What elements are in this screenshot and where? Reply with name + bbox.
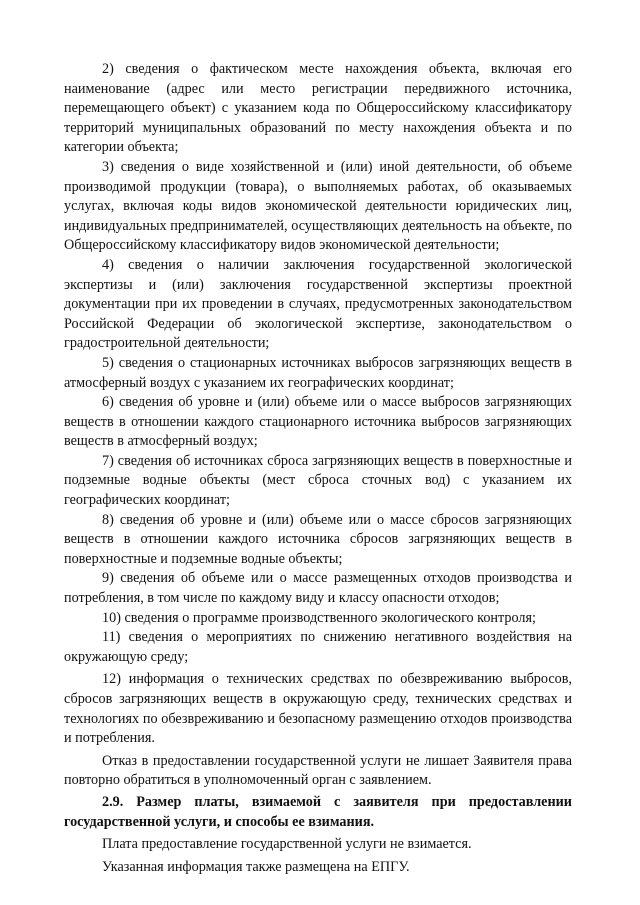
paragraph-item-6: 6) сведения об уровне и (или) объеме или о массе выбросов загрязняющих веществ в отношении каждого стационарного источника выбросов загрязняющих веществ в атмосферный воздух; (64, 394, 572, 450)
section-heading: 2.9. Размер платы, взимаемой с заявителя при предоставлении государственной услуги, и способы ее взимания. (64, 793, 572, 830)
paragraph-item-11: 11) сведения о мероприятиях по снижению негативного воздействия на окружающую среду; (64, 629, 572, 665)
paragraph-epgu: Указанная информация также размещена на ЕПГУ. (102, 858, 410, 875)
paragraph-item-8: 8) сведения об уровне и (или) объеме или о массе сбросов загрязняющих веществ в отношении каждого источника сбросов загрязняющих веществ в поверхностные и подземные водные объекты; (64, 511, 572, 567)
paragraph-item-3: 3) сведения о виде хозяйственной и (или) иной деятельности, об объеме производимой продукции (товара), о выполняемых работах, об оказываемых услугах, включая коды видов экономической деятельности юридических лиц, индивидуальных предпринимателей, осуществляющих деятельность на объекте, по Общероссийскому классификатору видов экономической деятельности; (64, 158, 572, 254)
document-page (64, 60, 572, 877)
paragraph-item-12: 12) информация о технических средствах по обезвреживанию выбросов, сбросов загрязняющих веществ в окружающую среду, технических средствах и технологиях по обезвреживанию и безопасному размещению отходов производства и потребления. (64, 671, 572, 747)
paragraph-item-4: 4) сведения о наличии заключения государственной экологической экспертизы и (или) заключения государственной экспертизы проектной документации при их проведении в случаях, предусмотренных законодательством Российской Федерации об экологической экспертизе, законодательством о градостроительной деятельности; (64, 256, 572, 352)
paragraph-item-9: 9) сведения об объеме или о массе размещенных отходов производства и потребления, в том числе по каждому виду и классу опасности отходов; (64, 570, 572, 607)
paragraph-item-5: 5) сведения о стационарных источниках выбросов загрязняющих веществ в атмосферный воздух с указанием их географических координат; (64, 354, 572, 391)
paragraph-refusal: Отказ в предоставлении государственной услуги не лишает Заявителя права повторно обратиться в уполномоченный орган с заявлением. (64, 752, 572, 789)
paragraph-item-10: 10) сведения о программе производственного экологического контроля; (102, 609, 536, 626)
paragraph-fee: Плата предоставление государственной услуги не взимается. (102, 836, 472, 853)
paragraph-item-7: 7) сведения об источниках сброса загрязняющих веществ в поверхностные и подземные водные объекты (мест сброса сточных вод) с указанием их географических координат; (64, 452, 572, 509)
paragraph-item-2: 2) сведения о фактическом месте нахождения объекта, включая его наименование (адрес или место регистрации передвижного источника, перемещающего объект) с указанием кода по Общероссийскому классификатору территорий муниципальных образований по месту нахождения объекта и по категории объекта; (64, 61, 572, 156)
